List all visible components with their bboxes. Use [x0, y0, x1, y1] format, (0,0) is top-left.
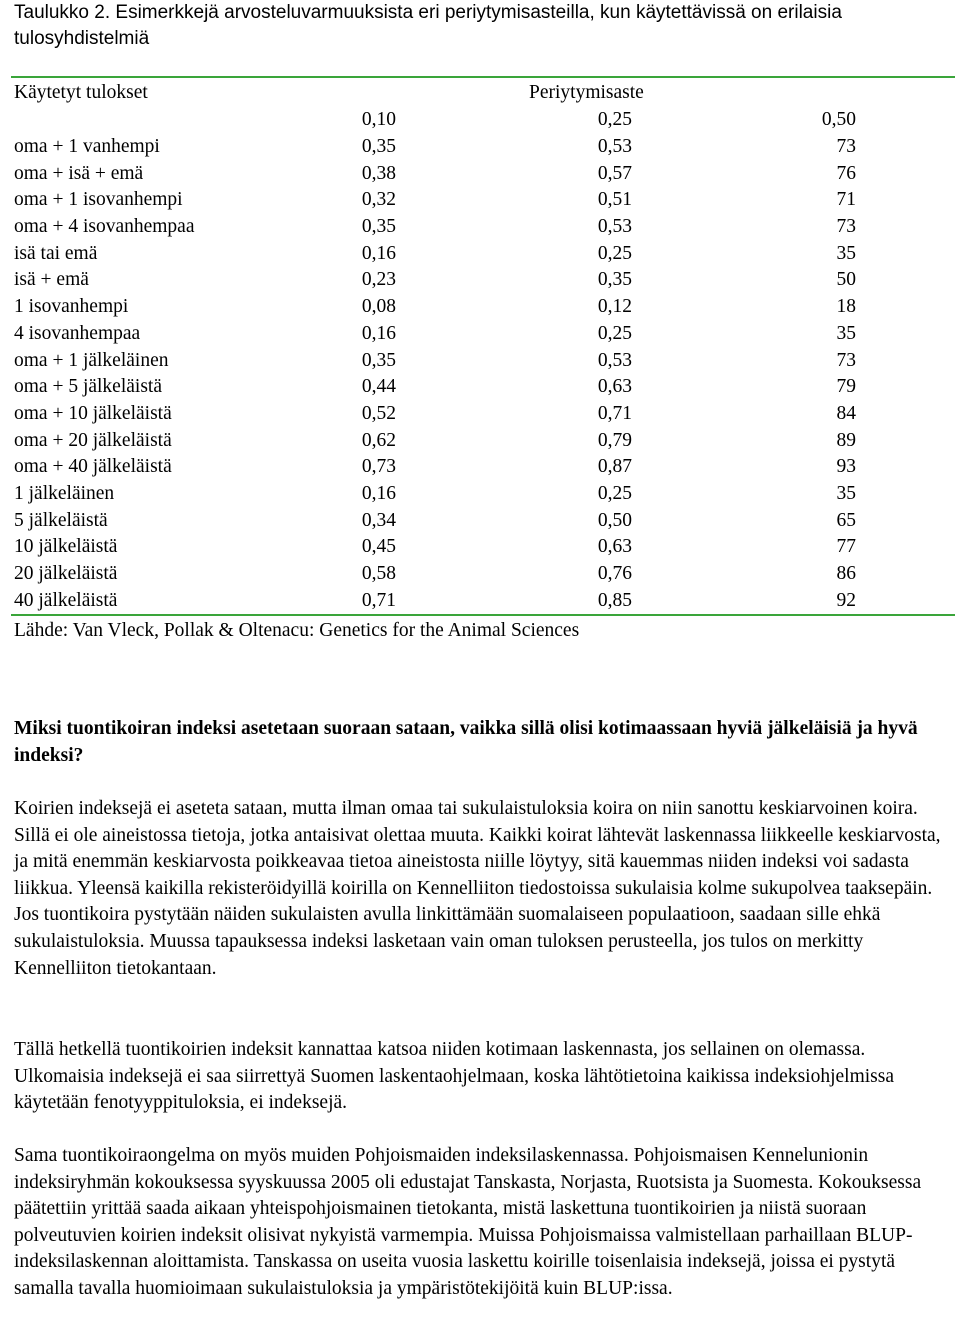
- heritability-group-header: Periytymisaste: [529, 82, 644, 103]
- table-cell: 86: [836, 563, 856, 584]
- table-cell: 0,62: [361, 429, 396, 451]
- row-label: 40 jälkeläistä: [14, 589, 118, 611]
- paragraph: Koirien indeksejä ei aseteta sataan, mutta ilman omaa tai sukulaistuloksia koira on niin sanottu keskiarvoinen koira. Sillä ei ole aineistossa tietoja, jotka antaisivat olettaa muuta. Kaikki koirat lähtevät laskennassa liikkeelle keskiarvosta, ja mitä enemmän keskiarvosta poikkeavaa tietoa aineistosta niille löytyy, sitä kauemmas niiden indeksi voi sadasta liikkua. Yleensä kaikilla rekisteröidyillä koirilla on Kennelliiton tiedostoissa sukulaisia kolme sukupolvea taaksepäin. Jos tuontikoira pystytään näiden sukulaisten avulla linkittämään suomalaiseen populaatioon, saadaan sille ehkä sukulaistuloksia. Muussa tapauksessa indeksi lasketaan vain oman tuloksen perusteella, jos tulos on merkitty Kennelliiton tietokantaan.: [14, 798, 941, 979]
- row-label: oma + 40 jälkeläistä: [14, 456, 172, 478]
- table-cell: 0,45: [361, 536, 396, 558]
- row-label: isä tai emä: [14, 242, 98, 264]
- table-cell: 0,25: [597, 322, 632, 344]
- table-cell: 0,44: [361, 376, 396, 398]
- table-source: Lähde: Van Vleck, Pollak & Oltenacu: Genetics for the Animal Sciences: [14, 620, 580, 641]
- table-cell: 0,73: [361, 456, 396, 478]
- table-row: [14, 481, 956, 508]
- row-label: oma + 1 vanhempi: [14, 136, 160, 157]
- table-cell: 35: [836, 482, 856, 504]
- table-cell: 0,35: [361, 216, 396, 238]
- table-cell: 35: [836, 242, 856, 264]
- row-label: oma + 20 jälkeläistä: [14, 429, 172, 451]
- table-cell: 79: [836, 376, 856, 398]
- table-cell: 0,79: [597, 429, 632, 451]
- row-label: 1 jälkeläinen: [14, 482, 115, 504]
- table-cell: 0,38: [361, 162, 396, 184]
- table-row: [14, 561, 956, 588]
- table-header-row: [14, 80, 956, 107]
- table-cell: 50: [836, 269, 856, 291]
- table-body: [0, 134, 960, 614]
- table-row: [14, 588, 956, 615]
- row-label: isä + emä: [14, 269, 89, 291]
- row-label: 5 jälkeläistä: [14, 509, 108, 531]
- table-row: [14, 401, 956, 428]
- table-cell: 65: [836, 509, 856, 531]
- table-row: [14, 267, 956, 294]
- table-cell: 77: [836, 536, 856, 558]
- table-row: [14, 508, 956, 535]
- table-cell: 0,08: [361, 296, 396, 318]
- table-row: [14, 241, 956, 268]
- table-cell: 0,16: [361, 242, 396, 264]
- table-cell: 0,50: [597, 509, 632, 531]
- column-header: 0,50: [821, 109, 856, 130]
- table-cell: 92: [836, 589, 856, 611]
- table-cell: 0,34: [361, 509, 396, 531]
- table-cell: 0,53: [597, 216, 632, 238]
- table-cell: 73: [836, 136, 856, 157]
- row-label: 10 jälkeläistä: [14, 536, 118, 558]
- table-column-values-row: [14, 107, 956, 134]
- table-caption: Taulukko 2. Esimerkkejä arvosteluvarmuuksista eri periytymisasteilla, kun käytettävissä on erilaisia tulosyhdistelmiä: [14, 2, 842, 49]
- table-top-rule: [11, 76, 955, 78]
- question-heading: Miksi tuontikoiran indeksi asetetaan suoraan sataan, vaikka sillä olisi kotimaassaan hyviä jälkeläisiä ja hyvä indeksi?: [14, 718, 918, 766]
- row-label: oma + 1 jälkeläinen: [14, 349, 169, 371]
- table-row: [14, 374, 956, 401]
- table-cell: 0,57: [597, 162, 632, 184]
- table-cell: 0,23: [361, 269, 396, 291]
- table-cell: 0,12: [597, 296, 632, 318]
- table-bottom-rule: [11, 614, 955, 616]
- table-cell: 0,32: [361, 189, 396, 211]
- table-cell: 0,53: [597, 136, 632, 157]
- table-row: [14, 348, 956, 375]
- table-row: [14, 454, 956, 481]
- table-row: [14, 534, 956, 561]
- table-cell: 0,51: [597, 189, 632, 211]
- table-cell: 71: [836, 189, 856, 211]
- table-cell: 0,53: [597, 349, 632, 371]
- table-cell: 0,35: [597, 269, 632, 291]
- table-row: [14, 187, 956, 214]
- column-header: 0,10: [361, 109, 396, 130]
- row-label: 1 isovanhempi: [14, 296, 129, 318]
- column-header: 0,25: [597, 109, 632, 130]
- row-label: 20 jälkeläistä: [14, 563, 118, 584]
- table-row: [14, 321, 956, 348]
- table-cell: 0,25: [597, 482, 632, 504]
- table-row: [14, 428, 956, 455]
- table-cell: 0,52: [361, 402, 396, 424]
- row-label: oma + isä + emä: [14, 162, 144, 184]
- table-cell: 0,87: [597, 456, 632, 478]
- table-row: [14, 134, 956, 161]
- table-cell: 0,16: [361, 482, 396, 504]
- table-cell: 93: [836, 456, 856, 478]
- table-cell: 0,76: [597, 563, 632, 584]
- table-cell: 84: [836, 402, 856, 424]
- table-cell: 35: [836, 322, 856, 344]
- table-cell: 18: [836, 296, 856, 318]
- table-cell: 0,58: [361, 563, 396, 584]
- paragraph: Sama tuontikoiraongelma on myös muiden Pohjoismaiden indeksilaskennassa. Pohjoismaisen Kennelunionin indeksiryhmän kokouksessa syyskuussa 2005 oli edustajat Tanskasta, Norjasta, Ruotsista ja Suomesta. Kokouksessa päätettiin yrittää saada aikaan yhteispohjoismainen tietokanta, mistä laskettuna tuontikoirien ja niistä suoraan polveutuvien koirien indeksit olisivat nykyistä varmempia. Muissa Pohjoismaissa valmistellaan parhaillaan BLUP-indeksilaskennan aloittamista. Tanskassa on useita vuosia laskettu koirille toisenlaisia indeksejä, joissa ei pystytä samalla tavalla huomioimaan sukulaistuloksia ja ympäristötekijöitä kuin BLUP:issa.: [14, 1145, 922, 1299]
- row-label: oma + 10 jälkeläistä: [14, 402, 172, 424]
- table-cell: 0,35: [361, 136, 396, 157]
- table-cell: 0,16: [361, 322, 396, 344]
- row-label: oma + 1 isovanhempi: [14, 189, 183, 211]
- table-cell: 89: [836, 429, 856, 451]
- table-cell: 0,63: [597, 376, 632, 398]
- table-cell: 0,63: [597, 536, 632, 558]
- table-cell: 0,25: [597, 242, 632, 264]
- row-header-label: Käytetyt tulokset: [14, 82, 148, 103]
- table-cell: 0,85: [597, 589, 632, 611]
- table-cell: 0,35: [361, 349, 396, 371]
- table-cell: 73: [836, 216, 856, 238]
- table-row: [14, 214, 956, 241]
- table-cell: 0,71: [361, 589, 396, 611]
- table-cell: 0,71: [597, 402, 632, 424]
- table-cell: 76: [836, 162, 856, 184]
- row-label: 4 isovanhempaa: [14, 322, 141, 344]
- paragraph: Tällä hetkellä tuontikoirien indeksit kannattaa katsoa niiden kotimaan laskennasta, jos sellainen on olemassa. Ulkomaisia indeksejä ei saa siirrettyä Suomen laskentaohjelmaan, koska lähtötietoina kaikissa indeksiohjelmissa käytetään fenotyyppituloksia, ei indeksejä.: [14, 1039, 894, 1114]
- table-row: [14, 294, 956, 321]
- row-label: oma + 4 isovanhempaa: [14, 216, 195, 238]
- table-row: [14, 161, 956, 188]
- table-cell: 73: [836, 349, 856, 371]
- row-label: oma + 5 jälkeläistä: [14, 376, 162, 398]
